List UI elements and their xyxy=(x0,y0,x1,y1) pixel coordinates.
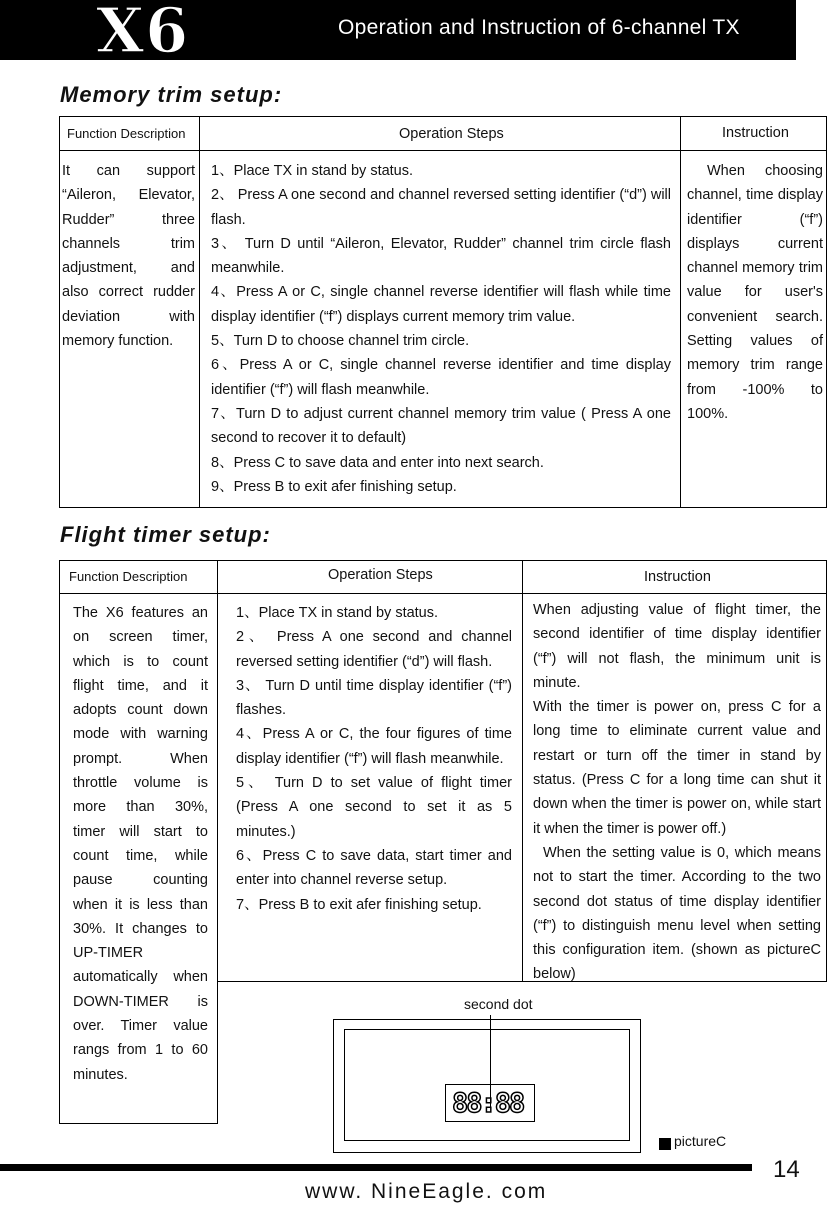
lcd-digits: 88:88 xyxy=(452,1088,524,1119)
flight-timer-left-edge xyxy=(59,560,60,1124)
flight-timer-col-function: Function Description xyxy=(69,569,188,584)
flight-timer-function-text xyxy=(73,601,208,1087)
second-dot-pointer-line xyxy=(490,1015,491,1107)
step: 1、Place TX in stand by status. xyxy=(211,163,414,179)
memory-trim-col-divider-1 xyxy=(199,116,200,508)
flight-timer-function-paragraph: The X6 features an on screen timer, which is to count flight time, and it adopts count down mode with warning prompt. When throttle volume is more than 30%, timer will start to count time, while pause counting when it is less than 30%. It changes to UP-TIMER automatically when DOWN-TIMER is over. Timer value rangs from 1 to 60 minutes. xyxy=(73,605,208,1083)
header-title: Operation and Instruction of 6-channel TX xyxy=(338,16,740,39)
step: 9、Press B to exit afer finishing setup. xyxy=(211,478,457,495)
page-number: 14 xyxy=(773,1156,800,1183)
step: 3、 Turn D until “Aileron, Elevator, Rudder” channel trim circle flash meanwhile. xyxy=(211,235,671,277)
flight-timer-instruction-text xyxy=(533,598,821,987)
memory-trim-col-instruction: Instruction xyxy=(722,125,789,141)
picture-c-legend: pictureC xyxy=(674,1133,727,1149)
step: 5、Turn D to choose channel trim circle. xyxy=(211,333,470,350)
step: 2、 Press A one second and channel reversed setting identifier (“d”) will flash. xyxy=(211,187,671,228)
step: 7、Turn D to adjust current channel memory trim value ( Press A one second to recover it to default) xyxy=(211,405,671,447)
flight-timer-title: Flight timer setup: xyxy=(60,522,271,547)
logo-text: X6 xyxy=(96,0,190,67)
step: 2、 Press A one second and channel reversed setting identifier (“d”) will flash. xyxy=(236,629,512,670)
memory-trim-steps xyxy=(211,159,671,499)
footer-bar xyxy=(0,1164,752,1171)
memory-trim-function-paragraph: It can support “Aileron, Elevator, Rudder” three channels trim adjustment, and also correct rudder deviation with memory function. xyxy=(62,163,195,350)
instruction-paragraph: When adjusting value of flight timer, the second identifier of time display identifier (“f”) will not flash, the minimum unit is minute. xyxy=(533,602,821,691)
memory-trim-instruction-text xyxy=(687,159,823,426)
step: 6、Press C to save data, start timer and enter into channel reverse setup. xyxy=(236,847,512,889)
step: 5、 Turn D to set value of flight timer (Press A one second to set it as 5 minutes.) xyxy=(236,775,512,840)
instruction-paragraph: With the timer is power on, press C for a long time to eliminate current value and restart or turn off the timer in stand by status. (Press C for a long time can shut it down when the timer is power on, while start it when the timer is power off.) xyxy=(533,699,821,837)
memory-trim-header-divider xyxy=(59,150,827,151)
footer-url: www. NineEagle. com xyxy=(305,1180,548,1203)
memory-trim-col-divider-2 xyxy=(680,116,681,508)
instruction-paragraph: When the setting value is 0, which means not to start the timer. According to the two second dot status of time display identifier (“f”) to distinguish menu level when setting this configuration item. (shown as pictureC below) xyxy=(533,844,821,983)
flight-timer-steps xyxy=(236,601,512,917)
flight-timer-col-divider-1 xyxy=(217,560,218,1124)
memory-trim-instruction-paragraph: When choosing channel, time display identifier (“f”) displays current channel memory trim value for user's convenient search. Setting values of memory trim range from -100% to 100%. xyxy=(687,163,823,422)
step: 1、Place TX in stand by status. xyxy=(236,605,439,621)
memory-trim-col-steps: Operation Steps xyxy=(399,126,504,142)
flight-timer-header-divider xyxy=(59,593,827,594)
second-dot-label: second dot xyxy=(464,996,533,1012)
flight-timer-col-steps: Operation Steps xyxy=(328,567,433,583)
flight-timer-col-instruction: Instruction xyxy=(644,569,711,585)
memory-trim-title: Memory trim setup: xyxy=(60,82,283,107)
step: 8、Press C to save data and enter into next search. xyxy=(211,454,544,471)
flight-timer-bottom-left xyxy=(59,1123,218,1124)
step: 6、Press A or C, single channel reverse identifier and time display identifier (“f”) will flash meanwhile. xyxy=(211,357,671,398)
legend-square-icon xyxy=(659,1138,671,1150)
memory-trim-function-text xyxy=(62,159,195,353)
flight-timer-col-divider-2 xyxy=(522,560,523,982)
memory-trim-col-function: Function Description xyxy=(67,126,186,141)
step: 4、Press A or C, single channel reverse identifier will flash while time display identifier (“f”) displays current memory trim value. xyxy=(211,284,671,325)
logo xyxy=(96,0,189,67)
step: 7、Press B to exit afer finishing setup. xyxy=(236,896,482,913)
step: 3、 Turn D until time display identifier (“f”) flashes. xyxy=(236,677,512,719)
step: 4、Press A or C, the four figures of time display identifier (“f”) will flash meanwhile. xyxy=(236,726,512,767)
